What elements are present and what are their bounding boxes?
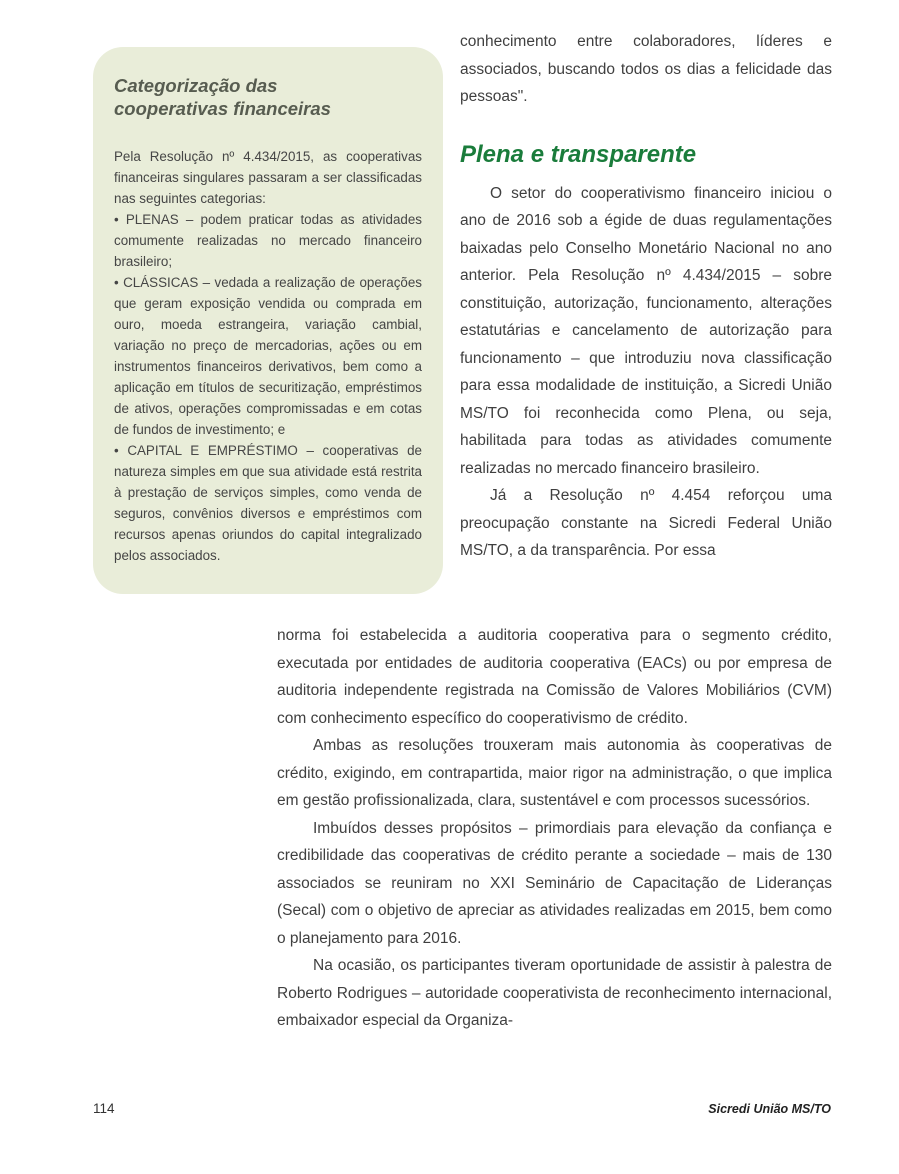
paragraph-seminario-secal: Imbuídos desses propósitos – primordiais para elevação da confiança e credibilidade das cooperativas de crédito perante a sociedade – mais de 130 associados se reuniram no XXI Seminário de Capacitação de Lideranças (Secal) com o objetivo de apreciar as atividades realizadas em 2015, bem como o planejamento para 2016. [277,819,832,947]
category-info-box [93,47,443,594]
paragraph-palestra-roberto-rodrigues: Na ocasião, os participantes tiveram oportunidade de assistir à palestra de Roberto Rodrigues – autoridade cooperativista de reconhecimento internacional, embaixador especial da Organiza- [277,957,832,1029]
info-box-bullet-classicas: • CLÁSSICAS – vedada a realização de operações que geram exposição vendida ou comprada em ouro, moeda estrangeira, variação cambial, variação no preço de mercadorias, ações ou em instrumentos financeiros derivativos, bem como a aplicação em títulos de securitização, empréstimos de ativos, operações compromissadas e em cotas de fundos de investimento; e [114,275,422,437]
section-title: Plena e transparente [460,140,697,168]
info-box-bullet-plenas: • PLENAS – podem praticar todas as atividades comumente realizadas no mercado financeiro brasileiro; [114,212,422,269]
footer-publication-title: Sicredi União MS/TO [708,1102,831,1116]
page-footer [93,1101,831,1116]
page-number: 114 [93,1101,115,1116]
info-box-intro: Pela Resolução nº 4.434/2015, as cooperativas financeiras singulares passaram a ser classificadas nas seguintes categorias: [114,149,422,206]
main-column-bottom [277,622,832,1035]
paragraph-auditoria-cooperativa: norma foi estabelecida a auditoria cooperativa para o segmento crédito, executada por entidades de auditoria cooperativa (EACs) ou por empresa de auditoria independente registrada na Comissão de Valores Mobiliários (CVM) com conhecimento específico do cooperativismo de crédito. [277,627,832,727]
main-column-top [460,28,832,565]
paragraph-setor-cooperativismo: O setor do cooperativismo financeiro iniciou o ano de 2016 sob a égide de duas regulamentações baixadas pelo Conselho Monetário Nacional no ano anterior. Pela Resolução nº 4.434/2015 – sobre constituição, autorização, funcionamento, alterações estatutárias e cancelamento de autorização para funcionamento – que introduziu nova classificação para essa modalidade de instituição, a Sicredi União MS/TO foi reconhecida como Plena, ou seja, habilitada para todas as atividades comumente realizadas no mercado financeiro brasileiro. [460,184,832,477]
paragraph-continuation-top: conhecimento entre colaboradores, líderes e associados, buscando todos os dias a felicidade das pessoas". [460,33,832,105]
info-box-bullet-capital-emprestimo: • CAPITAL E EMPRÉSTIMO – cooperativas de natureza simples em que sua atividade está restrita à prestação de serviços simples, como venda de seguros, convênios diversos e empréstimos com recursos apenas oriundos do capital integralizado pelos associados. [114,443,422,563]
paragraph-ambas-resolucoes: Ambas as resoluções trouxeram mais autonomia às cooperativas de crédito, exigindo, em contrapartida, maior rigor na administração, o que implica em gestão profissionalizada, clara, sustentável e com processos sucessórios. [277,737,832,809]
info-box-title: Categorização das cooperativas financeiras [114,75,331,119]
paragraph-resolucao-4454: Já a Resolução nº 4.454 reforçou uma preocupação constante na Sicredi Federal União MS/TO, a da transparência. Por essa [460,487,832,559]
